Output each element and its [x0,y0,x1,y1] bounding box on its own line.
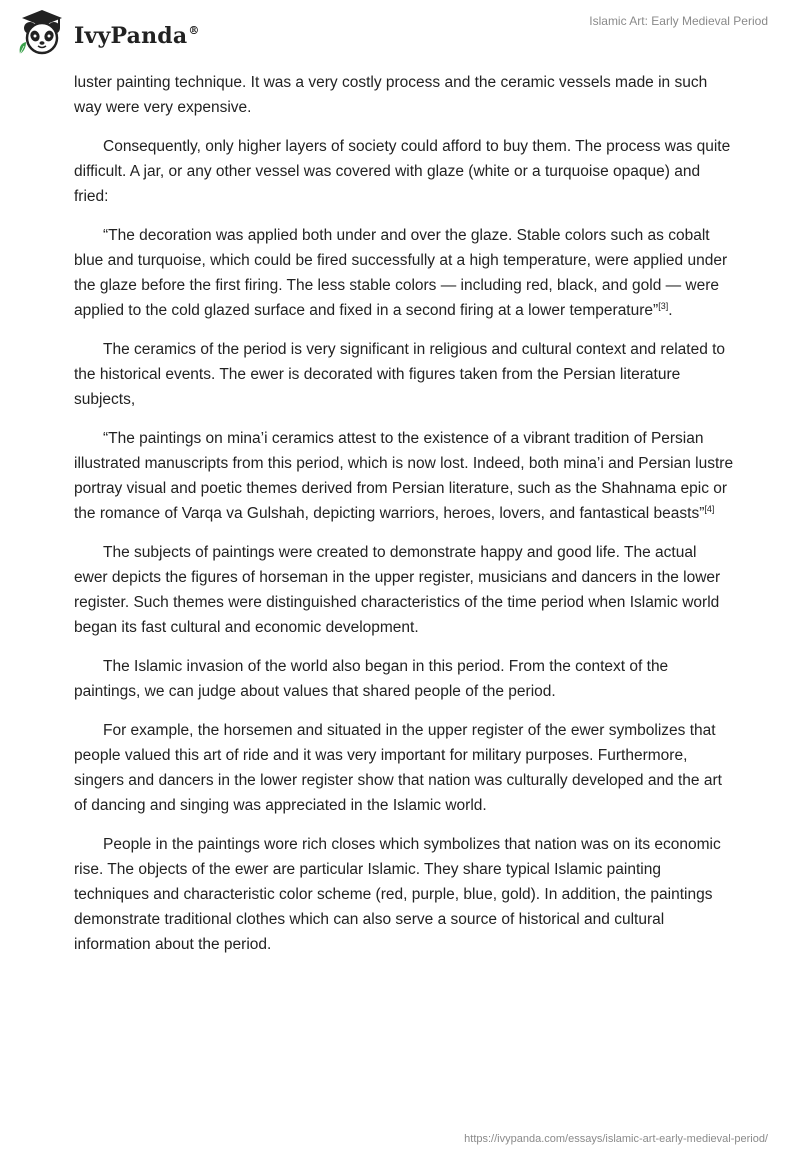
paragraph-text: The subjects of paintings were created to demonstrate happy and good life. The actual ewer depicts the figures of horseman in the upper register, musicians and dancers in the lower register. Such themes were distinguished characteristics of the time period when Islamic world began its fast cultural and economic development. [74,544,721,636]
paragraph-text: luster painting technique. It was a very costly process and the ceramic vessels made in such way were very expensive. [74,74,708,116]
paragraph-8 [74,718,734,818]
paragraph-1 [74,70,734,120]
brand-text: IvyPanda [74,22,188,49]
ivypanda-logo-link[interactable] [14,8,200,63]
paragraph-text: People in the paintings wore rich closes which symbolizes that nation was on its economic rise. The objects of the ewer are particular Islamic. They share typical Islamic painting techniques and characteristic color scheme (red, purple, blue, gold). In addition, the paintings demonstrate traditional clothes which can also serve a source of historical and cultural information about the period. [74,836,721,953]
paragraph-4 [74,337,734,412]
document-title: Islamic Art: Early Medieval Period [589,14,768,28]
quote-paragraph-2 [74,426,734,526]
paragraph-2 [74,134,734,209]
brand-name [74,23,200,49]
quote-text: “The paintings on mina’i ceramics attest to the existence of a vibrant tradition of Persian illustrated manuscripts from this period, which is now lost. Indeed, both mina’i and Persian lustre portray visual and poetic themes derived from Persian literature, such as the Shahnama epic or the romance of Varqa va Gulshah, depicting warriors, heroes, lovers, and fantastical beasts” [74,430,734,522]
paragraph-7 [74,654,734,704]
quote-text: “The decoration was applied both under and over the glaze. Stable colors such as cobalt blue and turquoise, which could be fired successfully at a high temperature, were applied under the glaze before the first firing. The less stable colors — including red, black, and gold — were applied to the cold glazed surface and fixed in a second firing at a lower temperature” [74,227,728,319]
essay-content [74,70,734,971]
source-url-link[interactable]: https://ivypanda.com/essays/islamic-art-early-medieval-period/ [464,1133,768,1145]
page-header [0,0,800,70]
paragraph-9 [74,832,734,957]
panda-logo-icon [14,8,70,63]
footnote-ref-4[interactable]: [4] [704,503,715,514]
paragraph-text: The ceramics of the period is very significant in religious and cultural context and related to the historical events. The ewer is decorated with figures taken from the Persian literature subjects, [74,341,726,408]
quote-paragraph-1 [74,223,734,323]
footnote-ref-3[interactable]: [3] [658,300,669,311]
registered-mark: ® [188,24,200,38]
paragraph-text: For example, the horsemen and situated in the upper register of the ewer symbolizes that people valued this art of ride and it was very important for military purposes. Furthermore, singers and dancers in the lower register show that nation was culturally developed and the art of dancing and singing was appreciated in the Islamic world. [74,722,722,814]
paragraph-6 [74,540,734,640]
paragraph-text: Consequently, only higher layers of society could afford to buy them. The process was quite difficult. A jar, or any other vessel was covered with glaze (white or a turquoise opaque) and fried: [74,138,731,205]
quote-tail: . [668,302,673,319]
paragraph-text: The Islamic invasion of the world also began in this period. From the context of the paintings, we can judge about values that shared people of the period. [74,658,669,700]
